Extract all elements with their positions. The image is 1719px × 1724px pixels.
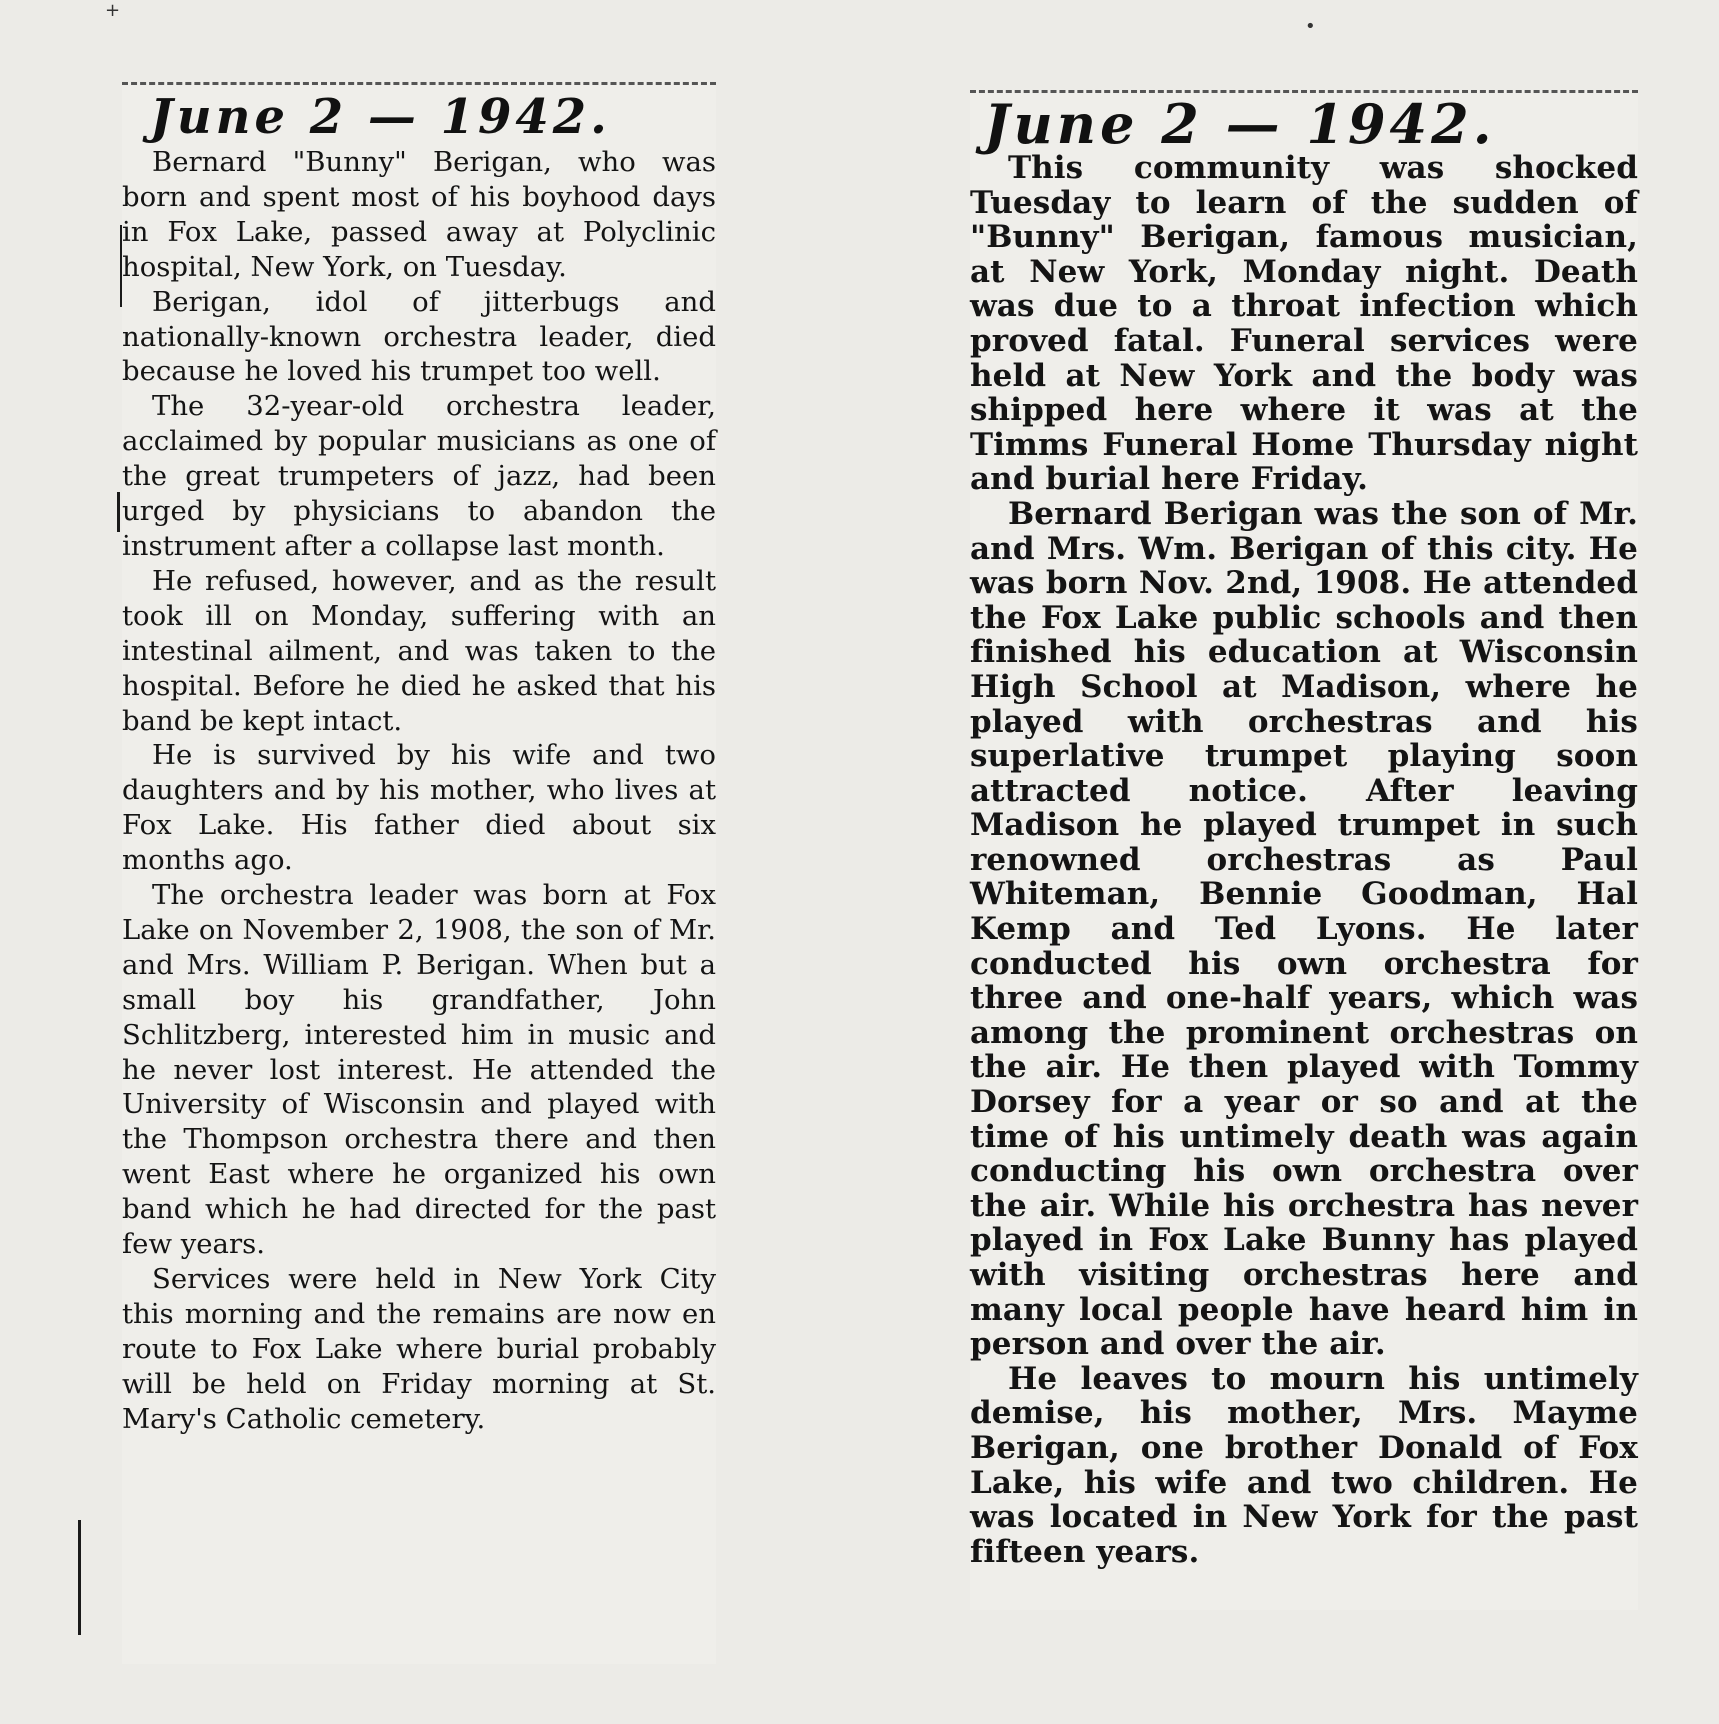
article-paragraph: He leaves to mourn his untimely demise, his mother, Mrs. Mayme Berigan, one brother Donald of Fox Lake, his wife and two children. He was located in New York for the past fifteen years.	[970, 1360, 1638, 1570]
article-paragraph: The orchestra leader was born at Fox Lake on November 2, 1908, the son of Mr. and Mrs. William P. Berigan. When but a small boy his grandfather, John Schlitzberg, interested him in music and he never lost interest. He attended the University of Wisconsin and played with the Thompson orchestra there and then went East where he organized his own band which he had directed for the past few years.	[122, 879, 716, 1261]
newspaper-clipping-left	[122, 82, 716, 1664]
newspaper-clipping-right	[970, 90, 1638, 1610]
article-paragraph: Services were held in New York City this morning and the remains are now en route to Fox Lake where burial probably will be held on Friday morning at St. Mary's Catholic cemetery.	[122, 1263, 716, 1435]
article-paragraph: Bernard Berigan was the son of Mr. and Mrs. Wm. Berigan of this city. He was born Nov. 2nd, 1908. He attended the Fox Lake public schools and then finished his education at Wisconsin High School at Madison, where he played with orchestras and his superlative trumpet playing soon attracted notice. After leaving Madison he played trumpet in such renowned orchestras as Paul Whiteman, Bennie Goodman, Hal Kemp and Ted Lyons. He later conducted his own orchestra for three and one-half years, which was among the prominent orchestras on the air. He then played with Tommy Dorsey for a year or so and at the time of his untimely death was again conducting his own orchestra over the air. While his orchestra has never played in Fox Lake Bunny has played with visiting orchestras here and many local people have heard him in person and over the air.	[970, 495, 1638, 1363]
article-paragraph: Bernard "Bunny" Berigan, who was born and spent most of his boyhood days in Fox Lake, passed away at Polyclinic hospital, New York, on Tuesday.	[122, 146, 716, 283]
corner-plus-mark: +	[105, 0, 121, 21]
article-paragraph: He refused, however, and as the result took ill on Monday, suffering with an intestinal ailment, and was taken to the hospital. Before he died he asked that his band be kept intact.	[122, 564, 716, 737]
handwritten-date: June 2 — 1942.	[150, 89, 611, 145]
handwritten-date: June 2 — 1942.	[984, 92, 1496, 156]
article-paragraph: He is survived by his wife and two daughters and by his mother, who lives at Fox Lake. His father died about six months ago.	[122, 739, 716, 877]
margin-bar-mark	[117, 492, 120, 532]
article-paragraph: The 32-year-old orchestra leader, acclaimed by popular musicians as one of the great trumpeters of jazz, had been urged by physicians to abandon the instrument after a collapse last month.	[122, 390, 716, 562]
top-dot-mark: •	[1305, 16, 1316, 37]
article-paragraph: Berigan, idol of jitterbugs and nationally-known orchestra leader, died because he loved his trumpet too well.	[122, 285, 716, 388]
article-paragraph: This community was shocked Tuesday to learn of the sudden of "Bunny" Berigan, famous musician, at New York, Monday night. Death was due to a throat infection which proved fatal. Funeral services were held at New York and the body was shipped here where it was at the Timms Funeral Home Thursday night and burial here Friday.	[970, 150, 1638, 498]
article-text	[122, 145, 716, 1437]
margin-bar-mark	[78, 1520, 81, 1635]
article-text	[970, 151, 1638, 1569]
